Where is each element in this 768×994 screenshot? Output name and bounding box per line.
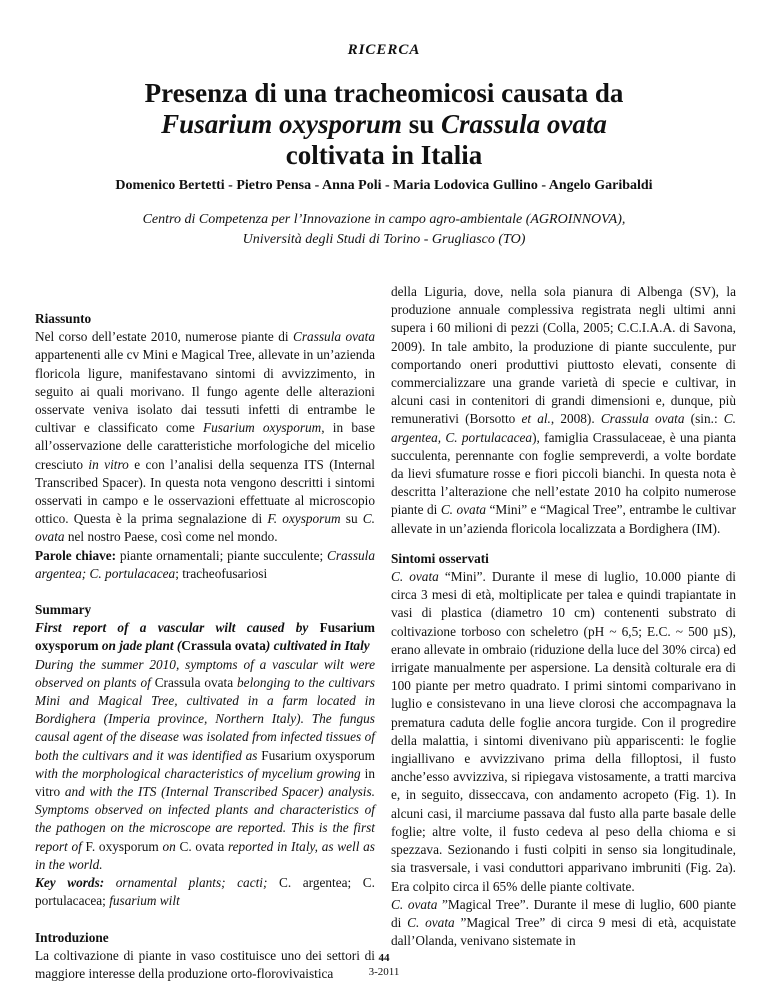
affiliation-line-1: Centro di Competenza per l’Innovazione in campo agro-ambientale (AGROINNOVA),	[142, 212, 626, 227]
introduzione-body-continued: della Liguria, dove, nella sola pianura di Albenga (SV), la produzione annuale complessiva registrata negli ultimi anni supera i 60 milioni di pezzi (Colla, 2005; C.C.I.A.A. di Savona, 2009). In tale ambito, la produzione di piante succulente, pur comportando oneri produttivi piuttosto elevati, consente di commercializzare una grande varietà di specie e cultivar, in alcuni casi in contenitori di grandi dimensioni e, dunque, più remunerativi (Borsotto et al., 2008). Crassula ovata (sin.: C. argentea, C. portulacacea), famiglia Crassulaceae, è una pianta succulenta, perennante con foglie sempreverdi, a volte bordate da lievi sfumature rosse e fiori piccoli bianchi. In questa nota è descritta l’alterazione che nell’estate 2010 ha colpito numerose piante di C. ovata “Mini” e “Magical Tree”, entrambe le cultivar allevate in un’azienda floricola localizzata a Bordighera (IM).	[391, 284, 736, 536]
right-column	[391, 283, 736, 950]
left-column	[35, 310, 375, 983]
page-number: 44	[378, 952, 390, 964]
sintomi-body-magical: C. ovata ”Magical Tree”. Durante il mese di luglio, 600 piante di C. ovata ”Magical Tree” di circa 9 mesi di età, acquistate dall’Olanda, venivano sistemate in	[391, 896, 737, 949]
author-list: Domenico Bertetti - Pietro Pensa - Anna Poli - Maria Lodovica Gullino - Angelo Garibaldi	[115, 178, 653, 193]
riassunto-body: Nel corso dell’estate 2010, numerose piante di Crassula ovata appartenenti alle cv Mini e Magical Tree, allevate in un’azienda floricola ligure, manifestavano sintomi di avvizzimento, in seguito ai quali morivano. Il fungo agente delle alterazioni osservate veniva isolato dai tessuti infetti di entrambe le cultivar e classificato come Fusarium oxysporum, in base all’osservazione delle caratteristiche morfologiche del micelio cresciuto in vitro e con l’analisi della sequenza ITS (Internal Transcribed Spacer). In questa nota vengono descritti i sintomi osservati in campo e le osservazioni effettuate al microscopio ottico. Questa è la prima segnalazione di F. oxysporum su C. ovata nel nostro Paese, così come nel mondo.	[35, 329, 375, 545]
riassunto-heading: Riassunto	[35, 311, 92, 326]
summary-body: During the summer 2010, symptoms of a vascular wilt were observed on plants of Crassula ovata belonging to the cultivars Mini and Magical Tree, cultivated in a farm located in Bordighera (Imperia province, Northern Italy). The fungus causal agent of the disease was isolated from infected tissues of both the cultivars and it was identified as Fusarium oxysporum with the morphological characteristics of mycelium growing in vitro and with the ITS (Internal Transcribed Spacer) analysis. Symptoms observed on infected plants and characteristics of the pathogen on the microscope are reported. This is the first report of F. oxysporum on C. ovata reported in Italy, as well as in the world.	[35, 656, 375, 872]
affiliation	[60, 210, 708, 250]
title-line-3: coltivata in Italia	[285, 140, 483, 170]
affiliation-line-2: Università degli Studi di Torino - Grugliasco (TO)	[242, 232, 526, 247]
sintomi-heading: Sintomi osservati	[391, 550, 489, 566]
introduzione-body-start: La coltivazione di piante in vaso costituisce uno dei settori di maggiore interesse della produzione orto-florovivaistica	[35, 947, 375, 981]
title-line-2: Fusarium oxysporum su Crassula ovata	[161, 109, 607, 139]
title-line-1: Presenza di una tracheomicosi causata da	[144, 78, 624, 108]
sintomi-body-mini: C. ovata “Mini”. Durante il mese di luglio, 10.000 piante di circa 3 mesi di età, moltiplicate per talea e quindi trapiantate in vasi di plastica (diametro 10 cm) contenenti substrato di coltivazione torboso con scheletro (pH ~ 6,5; E.C. ~ 500 µS), erano allevate in ombraio (riduzione della luce del 30% circa) ed irrigate manualmente per aspersione. La densità colturale era di 100 piante per metro quadrato. I primi sintomi comparivano in luglio e consistevano in una lieve clorosi che accompagnava la prematura caduta delle foglie ancora turgide. Con il progredire della malattia, i sintomi divenivano più appariscenti: le foglie ingiallivano e avvizzivano prima della filloptosi, il fusto anche’esso avvizziva, si ripiegava vistosamente, a tratti marciva e, in seguito, disseccava, con andamento acropeto (Fig. 1). In alcuni casi, il marciume passava dal fusto alla parte basale delle foglie; altre volte, il fusto cedeva al peso della chioma e si spezzava. Sezionando i fusti colpiti in senso sia longitudinale, sia trasversale, i vasi conduttori apparivano imbruniti (Fig. 2a). Era colpito circa il 65% delle piante coltivate.	[391, 569, 736, 894]
riassunto-keywords: Parole chiave: piante ornamentali; piante succulente; Crassula argentea; C. portulacacea; tracheofusariosi	[35, 547, 375, 581]
summary-heading: Summary	[35, 602, 92, 618]
summary-title: First report of a vascular wilt caused by Fusarium oxysporum on jade plant (Crassula ovata) cultivated in Italy	[35, 620, 375, 654]
page-footer	[0, 951, 768, 979]
issue-label: 3-2011	[368, 966, 400, 978]
section-label: RICERCA	[347, 42, 421, 58]
introduzione-heading: Introduzione	[35, 929, 109, 945]
summary-keywords: Key words: ornamental plants; cacti; C. argentea; C. portulacacea; fusarium wilt	[35, 875, 375, 909]
article-title	[80, 78, 688, 171]
